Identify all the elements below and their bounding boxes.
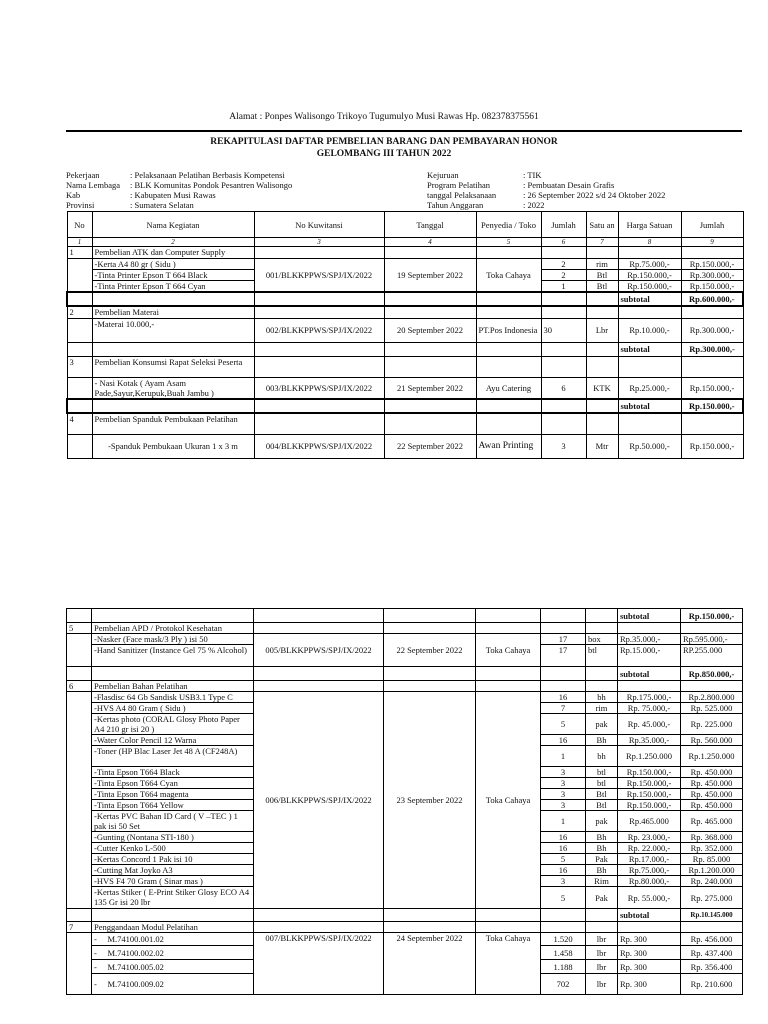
col-header-unit-price: Harga Satuan [618, 212, 681, 238]
vendor: PT.Pos Indonesia [476, 318, 541, 342]
item-qty: 30 [541, 318, 586, 342]
info-row [427, 200, 665, 210]
info-value: : BLK Komunitas Pondok Pesantren Walisongo [130, 180, 293, 190]
subtotal-label: subtotal [618, 909, 681, 922]
vendor: Toka Cahaya [476, 634, 541, 667]
item-unit: btl [586, 778, 618, 789]
info-row [427, 180, 665, 190]
item-total: Rp. 210.600 [681, 974, 743, 995]
info-value: : 2022 [523, 200, 545, 210]
item-name: -Gunting (Nontana STI-180 ) [92, 832, 254, 843]
item-qty: 3 [541, 767, 586, 778]
item-price: Rp.50.000,- [618, 434, 681, 458]
col-number: 3 [254, 238, 384, 247]
item-total: Rp. 225.000 [681, 714, 743, 735]
item-total: Rp. 85.000 [681, 854, 743, 865]
document-title: REKAPITULASI DAFTAR PEMBELIAN BARANG DAN PEMBAYARAN HONOR [210, 137, 558, 147]
item-total: RP.255.000 [681, 645, 743, 667]
col-header-vendor: Penyedia / Toko [476, 212, 541, 238]
info-value: : 26 September 2022 s/d 24 Oktober 2022 [523, 190, 666, 200]
item-qty: 16 [541, 843, 586, 854]
item-total: Rp.300.000,- [681, 318, 743, 342]
item-unit: btl [586, 767, 618, 778]
subtotal-label: subtotal [618, 667, 681, 681]
col-header-activity: Nama Kegiatan [92, 212, 254, 238]
info-key: Provinsi [66, 200, 95, 210]
item-total: Rp. 450.000 [681, 767, 743, 778]
subtotal-value: Rp.300.000,- [681, 342, 743, 356]
info-key: Kab [66, 190, 81, 200]
receipt-number: 006/BLKKPPWS/SPJ/IX/2022 [254, 692, 384, 909]
receipt-number: 004/BLKKPPWS/SPJ/IX/2022 [254, 434, 384, 458]
item-total: Rp.300.000,- [681, 270, 743, 281]
item-unit: lbr [586, 960, 618, 974]
info-row [66, 200, 292, 210]
section-title-row [67, 306, 743, 318]
item-qty: 3 [541, 789, 586, 800]
item-unit: box [586, 634, 618, 645]
item-total: Rp. 525.000 [681, 703, 743, 714]
purchase-date: 22 September 2022 [384, 434, 476, 458]
receipt-number: 005/BLKKPPWS/SPJ/IX/2022 [254, 634, 384, 667]
subtotal-value: Rp.150.000,- [681, 609, 743, 623]
item-price: Rp.35.000,- [618, 634, 681, 645]
item-name: -Tinta Printer Epson T 664 Black [92, 270, 254, 281]
item-unit: Bh [586, 735, 618, 746]
item-qty: 1 [541, 811, 586, 832]
item-qty: 5 [541, 854, 586, 865]
purchase-date: 20 September 2022 [384, 318, 476, 342]
item-price: Rp.1.250.000 [618, 746, 681, 767]
info-block-right [427, 170, 665, 210]
item-unit: KTK [586, 377, 618, 399]
item-total: Rp. 356.400 [681, 960, 743, 974]
item-price: Rp.465.000 [618, 811, 681, 832]
item-qty: 702 [541, 974, 586, 995]
col-number: 8 [618, 238, 681, 247]
column-number-row [67, 238, 743, 247]
item-qty: 2 [541, 270, 586, 281]
section-title-row [67, 356, 743, 377]
section-title: Pembelian Bahan Pelatihan [92, 681, 254, 692]
module-code: M.74100.009.02 [107, 979, 164, 989]
item-unit: pak [586, 714, 618, 735]
item-qty: 1.458 [541, 946, 586, 960]
item-qty: 1.188 [541, 960, 586, 974]
section-title: Pembelian APD / Protokol Kesehatan [92, 623, 254, 634]
item-name: -Cutting Mat Joyko A3 [92, 865, 254, 876]
col-number: 1 [67, 238, 92, 247]
item-name: -Tinta Printer Epson T 664 Cyan [92, 281, 254, 293]
table-row [67, 933, 743, 946]
item-total: Rp.2.800.000 [681, 692, 743, 703]
item-name: -Cutter Kenko L-500 [92, 843, 254, 854]
info-key: Pekerjaan [66, 170, 100, 180]
section-title-row [67, 681, 743, 692]
item-total: Rp. 456.000 [681, 933, 743, 946]
item-unit: lbr [586, 974, 618, 995]
table-row [67, 318, 743, 342]
item-price: Rp. 300 [618, 960, 681, 974]
item-name: -Kertas Stiker ( E-Print Stiker Glosy ECO A4 135 Gr isi 20 lbr [92, 887, 254, 909]
item-name: -Kertas Concord 1 Pak isi 10 [92, 854, 254, 865]
item-qty: 7 [541, 703, 586, 714]
col-header-no: No [67, 212, 92, 238]
item-unit: Bh [586, 832, 618, 843]
item-price: Rp.75.000,- [618, 865, 681, 876]
section-number: 1 [67, 247, 92, 259]
item-name: -Spanduk Pembukaan Ukuran 1 x 3 m [92, 434, 254, 458]
item-qty: 3 [541, 778, 586, 789]
item-total: Rp. 352.000 [681, 843, 743, 854]
item-unit: rim [586, 703, 618, 714]
info-row [427, 170, 665, 180]
item-qty: 16 [541, 865, 586, 876]
section-title: Penggandaan Modul Pelatihan [92, 922, 254, 933]
item-total: Rp.1.250.000 [681, 746, 743, 767]
purchase-date: 21 September 2022 [384, 377, 476, 399]
item-price: Rp.15.000,- [618, 645, 681, 667]
item-total: Rp. 450.000 [681, 789, 743, 800]
receipt-number: 007/BLKKPPWS/SPJ/IX/2022 [254, 933, 384, 995]
item-name [92, 946, 254, 960]
item-qty: 17 [541, 645, 586, 667]
purchase-date: 19 September 2022 [384, 259, 476, 293]
subtotal-row [67, 609, 743, 623]
subtotal-value: Rp.850.000,- [681, 667, 743, 681]
table-row [67, 434, 743, 458]
section-title: Pembelian ATK dan Computer Supply [92, 247, 254, 259]
item-total: Rp. 450.000 [681, 778, 743, 789]
module-code: M.74100.001.02 [107, 934, 164, 944]
item-unit: Pak [586, 887, 618, 909]
item-unit: Btl [586, 270, 618, 281]
table-row [67, 377, 743, 399]
info-value: : Kabupaten Musi Rawas [130, 190, 216, 200]
section-number: 2 [67, 306, 92, 318]
subtotal-label: subtotal [618, 292, 681, 306]
col-number: 7 [586, 238, 618, 247]
item-price: Rp. 300 [618, 946, 681, 960]
item-name: - Nasi Kotak ( Ayam Asam Pade,Sayur,Kerupuk,Buah Jambu ) [92, 377, 254, 399]
vendor: Ayu Catering [476, 377, 541, 399]
table-row [67, 259, 743, 270]
info-key: Program Pelatihan [427, 180, 491, 190]
item-name: -Materai 10.000,- [92, 318, 254, 342]
section-number: 6 [67, 681, 92, 692]
subtotal-value: Rp.600.000,- [681, 292, 743, 306]
item-price: Rp.80.000,- [618, 876, 681, 887]
subtotal-value: Rp.150.000,- [681, 399, 743, 413]
item-unit: Lbr [586, 318, 618, 342]
info-key: Nama Lembaga [66, 180, 121, 190]
item-name: -Tinta Epson T664 magenta [92, 789, 254, 800]
item-unit: btl [586, 645, 618, 667]
vendor: Toka Cahaya [476, 692, 541, 909]
item-total: Rp.150.000,- [681, 434, 743, 458]
item-unit: Pak [586, 854, 618, 865]
table-header-row [67, 212, 743, 238]
subtotal-label: subtotal [618, 399, 681, 413]
section-title: Pembelian Konsumsi Rapat Seleksi Peserta [92, 356, 254, 377]
item-qty: 1 [541, 746, 586, 767]
receipt-number: 003/BLKKPPWS/SPJ/IX/2022 [254, 377, 384, 399]
item-total: Rp.150.000,- [681, 377, 743, 399]
item-total: Rp.150.000,- [681, 281, 743, 293]
item-price: Rp.150.000,- [618, 281, 681, 293]
info-value: : TIK [523, 170, 542, 180]
item-total: Rp.1.200.000 [681, 865, 743, 876]
item-price: Rp.17.000,- [618, 854, 681, 865]
item-qty: 2 [541, 259, 586, 270]
item-unit: Bh [586, 865, 618, 876]
info-value: : Pembuatan Desain Grafis [523, 180, 615, 190]
item-price: Rp. 23.000,- [618, 832, 681, 843]
info-key: Tahun Anggaran [427, 200, 484, 210]
item-name: -Kerta A4 80 gr ( Sidu ) [92, 259, 254, 270]
section-title-row [67, 413, 743, 434]
col-number: 2 [92, 238, 254, 247]
receipt-number: 001/BLKKPPWS/SPJ/IX/2022 [254, 259, 384, 293]
item-unit: lbr [586, 946, 618, 960]
item-total: Rp. 560.000 [681, 735, 743, 746]
document-subtitle: GELOMBANG III TAHUN 2022 [316, 149, 452, 159]
item-price: Rp.150.000,- [618, 270, 681, 281]
item-name [92, 974, 254, 995]
info-value: : Sumatera Selatan [130, 200, 194, 210]
subtotal-value: Rp.10.145.000 [681, 909, 743, 922]
item-total: Rp. 437.400 [681, 946, 743, 960]
item-unit: Rim [586, 876, 618, 887]
module-code: M.74100.002.02 [107, 947, 164, 958]
item-price: Rp.175.000,- [618, 692, 681, 703]
item-dash: - [94, 934, 97, 944]
item-name: -Flasdisc 64 Gb Sandisk USB3.1 Type C [92, 692, 254, 703]
col-header-receipt: No Kuwitansi [254, 212, 384, 238]
col-header-amount: Jumlah [681, 212, 743, 238]
item-qty: 1 [541, 281, 586, 293]
item-total: Rp. 240.000 [681, 876, 743, 887]
table-row [67, 634, 743, 645]
item-total: Rp. 465.000 [681, 811, 743, 832]
item-name: -Toner (HP Blac Laser Jet 48 A (CF248A) [92, 746, 254, 767]
info-key: Kejuruan [427, 170, 459, 180]
subtotal-label: subtotal [618, 609, 681, 623]
purchase-date: 22 September 2022 [384, 634, 476, 667]
vendor: Awan Printing [476, 434, 541, 458]
receipt-number: 002/BLKKPPWS/SPJ/IX/2022 [254, 318, 384, 342]
info-row [66, 190, 292, 200]
item-unit: Mtr [586, 434, 618, 458]
col-number: 4 [384, 238, 476, 247]
section-title: Pembelian Spanduk Pembukaan Pelatihan [92, 413, 254, 434]
purchase-table-page-1 [66, 211, 744, 459]
item-total: Rp.595.000,- [681, 634, 743, 645]
item-unit: Btl [586, 800, 618, 811]
item-price: Rp.25.000,- [618, 377, 681, 399]
header-divider [66, 130, 742, 132]
item-name: -Nasker (Face mask/3 Ply ) isi 50 [92, 634, 254, 645]
item-price: Rp.150.000,- [618, 800, 681, 811]
col-header-date: Tanggal [384, 212, 476, 238]
item-price: Rp.10.000,- [618, 318, 681, 342]
section-number: 5 [67, 623, 92, 634]
item-name: -Kertas photo (CORAL Glosy Photo Paper A4 210 gr isi 20 ) [92, 714, 254, 735]
item-price: Rp. 55.000,- [618, 887, 681, 909]
info-row [66, 180, 292, 190]
item-qty: 16 [541, 735, 586, 746]
table-row [67, 692, 743, 703]
item-name: -Tinta Epson T664 Black [92, 767, 254, 778]
item-qty: 5 [541, 714, 586, 735]
item-price: Rp.35.000,- [618, 735, 681, 746]
subtotal-row [67, 667, 743, 681]
subtotal-row [67, 342, 743, 356]
item-price: Rp.150.000,- [618, 778, 681, 789]
col-header-qty: Jumlah [541, 212, 586, 238]
item-total: Rp. 275.000 [681, 887, 743, 909]
item-price: Rp. 45.000,- [618, 714, 681, 735]
section-title-row [67, 247, 743, 259]
item-dash: - [94, 961, 97, 972]
item-unit: bh [586, 746, 618, 767]
item-total: Rp. 368.000 [681, 832, 743, 843]
item-qty: 16 [541, 692, 586, 703]
info-row [66, 170, 292, 180]
item-unit: rim [586, 259, 618, 270]
item-name: -HVS F4 70 Gram ( Sinar mas ) [92, 876, 254, 887]
info-row [427, 190, 665, 200]
item-price: Rp. 75.000,- [618, 703, 681, 714]
item-unit: Bh [586, 843, 618, 854]
info-block-left [66, 170, 292, 210]
section-number: 3 [67, 356, 92, 377]
item-qty: 3 [541, 800, 586, 811]
item-name: -HVS A4 80 Gram ( Sidu ) [92, 703, 254, 714]
institution-address: Alamat : Ponpes Walisongo Trikoyo Tugumulyo Musi Rawas Hp. 082378375561 [229, 112, 539, 122]
item-name: -Tinta Epson T664 Cyan [92, 778, 254, 789]
section-title-row [67, 623, 743, 634]
section-title-row [67, 922, 743, 933]
col-number: 5 [476, 238, 541, 247]
item-price: Rp. 22.000,- [618, 843, 681, 854]
col-number: 6 [541, 238, 586, 247]
item-price: Rp.150.000,- [618, 789, 681, 800]
item-price: Rp.75.000,- [618, 259, 681, 270]
item-dash: - [94, 947, 97, 958]
subtotal-row [67, 292, 743, 306]
section-title: Pembelian Materai [92, 306, 254, 318]
item-name: -Hand Sanitizer (Instance Gel 75 % Alcohol) [92, 645, 254, 667]
info-value: : Pelaksanaan Pelatihan Berbasis Kompetensi [130, 170, 285, 180]
item-qty: 5 [541, 887, 586, 909]
item-unit: pak [586, 811, 618, 832]
item-name [92, 960, 254, 974]
subtotal-row [67, 399, 743, 413]
item-total: Rp.150.000,- [681, 259, 743, 270]
item-name [92, 933, 254, 946]
subtotal-label: subtotal [618, 342, 681, 356]
item-price: Rp. 300 [618, 933, 681, 946]
col-header-unit: Satu an [586, 212, 618, 238]
item-qty: 1.520 [541, 933, 586, 946]
vendor: Toka Cahaya [476, 259, 541, 293]
item-price: Rp. 300 [618, 974, 681, 995]
item-unit: bh [586, 692, 618, 703]
item-dash: - [94, 979, 97, 989]
col-number: 9 [681, 238, 743, 247]
item-unit: Btl [586, 281, 618, 293]
item-unit: lbr [586, 933, 618, 946]
item-name: -Kertas PVC Bahan ID Card ( V –TEC ) 1 pak isi 50 Set [92, 811, 254, 832]
module-code: M.74100.005.02 [107, 961, 164, 972]
subtotal-row [67, 909, 743, 922]
item-total: Rp. 450.000 [681, 800, 743, 811]
purchase-table-page-2 [66, 608, 743, 995]
item-name: -Tinta Epson T664 Yellow [92, 800, 254, 811]
item-unit: Btl [586, 789, 618, 800]
info-key: tanggal Pelaksanaan [427, 190, 497, 200]
purchase-date: 23 September 2022 [384, 692, 476, 909]
item-qty: 16 [541, 832, 586, 843]
item-qty: 17 [541, 634, 586, 645]
vendor: Toka Cahaya [476, 933, 541, 995]
section-number: 7 [67, 922, 92, 933]
purchase-date: 24 September 2022 [384, 933, 476, 995]
item-qty: 3 [541, 434, 586, 458]
item-price: Rp.150.000,- [618, 767, 681, 778]
item-qty: 3 [541, 876, 586, 887]
item-qty: 6 [541, 377, 586, 399]
item-name: -Water Color Pencil 12 Warna [92, 735, 254, 746]
section-number: 4 [67, 413, 92, 434]
